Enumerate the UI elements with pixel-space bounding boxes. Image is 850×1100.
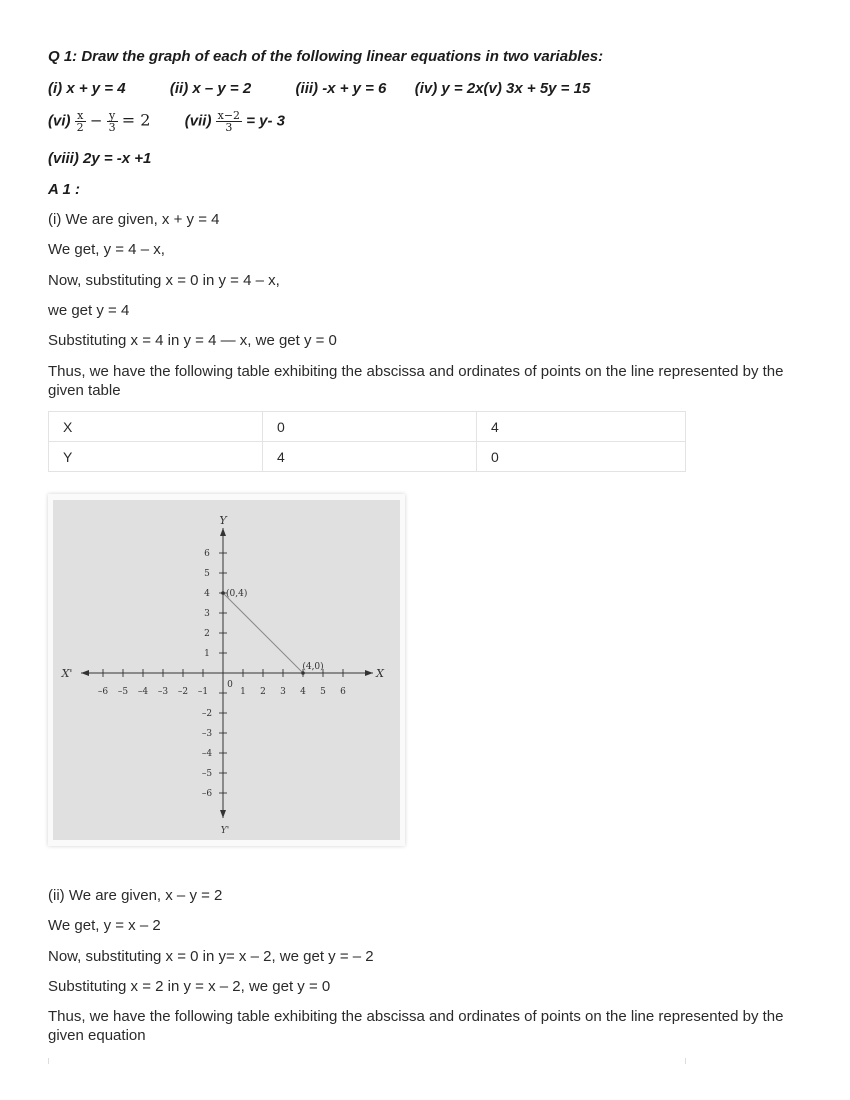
part-i-line-4: we get y = 4 — [48, 302, 130, 319]
y-axis-neg-label: Y' — [220, 826, 230, 836]
part-i-line-3: Now, substituting x = 0 in y = 4 – x, — [48, 272, 280, 289]
table-cell-value: 0 — [477, 442, 686, 472]
table2-border-right — [685, 1058, 686, 1064]
equation-vi-fraction-2: $\frac{y}{3}$ — [108, 109, 116, 134]
x-tick-label: 6 — [340, 687, 346, 697]
y-tick-label: –4 — [201, 749, 213, 759]
x-tick-label: 2 — [260, 687, 266, 697]
graph-background — [53, 500, 400, 840]
part-ii-line-2: We get, y = x – 2 — [48, 917, 161, 934]
table-row — [49, 412, 686, 442]
equation-viii: (viii) 2y = -x +1 — [48, 150, 152, 167]
values-table — [48, 411, 686, 472]
table-cell-label: Y — [49, 442, 263, 472]
equation-i: (i) x + y = 4 — [48, 80, 126, 97]
y-tick-label: –6 — [201, 789, 213, 799]
table2-border-left — [48, 1058, 49, 1064]
equation-iii: (iii) -x + y = 6 — [295, 80, 387, 97]
x-tick-label: 1 — [240, 687, 246, 697]
point-label: (0,4) — [226, 589, 248, 599]
equation-vi-rhs: = 2 — [121, 110, 151, 130]
point-label: (4,0) — [302, 662, 324, 672]
equation-vi-label: (vi) — [48, 112, 71, 130]
part-ii-line-4: Substituting x = 2 in y = x – 2, we get y = 0 — [48, 978, 331, 995]
table-cell-label: X — [49, 412, 263, 442]
equation-vi-fraction-1: $\frac{x}{2}$ — [76, 109, 84, 134]
y-tick-label: 4 — [204, 589, 210, 599]
answer-heading: A 1 : — [48, 181, 80, 198]
part-i-line-1: (i) We are given, x + y = 4 — [48, 211, 220, 228]
table-intro-line-1: Thus, we have the following table exhibiting the abscissa and ordinates of points on the line represented by the — [48, 363, 784, 380]
equation-vii-rhs: = y- 3 — [246, 112, 285, 130]
graph-svg — [53, 500, 400, 840]
equation-row-1 — [48, 80, 590, 97]
table2-intro-line-2: given equation — [48, 1027, 146, 1044]
data-point — [221, 591, 225, 595]
table-cell-value: 4 — [263, 442, 477, 472]
equation-vii-fraction: $\frac{x-2}{3}$ — [217, 109, 241, 134]
y-tick-label: –5 — [201, 769, 213, 779]
x-tick-label: –3 — [157, 687, 169, 697]
x-tick-label: 4 — [300, 687, 306, 697]
equation-vii-label: (vii) — [184, 112, 212, 130]
y-tick-label: 5 — [204, 569, 210, 579]
table2-intro-line-1: Thus, we have the following table exhibiting the abscissa and ordinates of points on the line represented by the — [48, 1008, 784, 1025]
y-tick-label: 1 — [204, 649, 210, 659]
equation-row-2 — [48, 110, 285, 140]
question-title: Q 1: Draw the graph of each of the following linear equations in two variables: — [48, 48, 604, 65]
part-ii-line-1: (ii) We are given, x – y = 2 — [48, 887, 223, 904]
x-tick-label: –4 — [137, 687, 149, 697]
x-tick-label: –2 — [177, 687, 189, 697]
y-tick-label: –3 — [201, 729, 213, 739]
x-tick-label: –1 — [197, 687, 209, 697]
graph-figure — [48, 494, 405, 846]
x-axis-neg-label: X' — [61, 667, 73, 680]
part-i-line-2: We get, y = 4 – x, — [48, 241, 165, 258]
x-tick-label: –6 — [97, 687, 109, 697]
part-i-line-5: Substituting x = 4 in y = 4 — x, we get y = 0 — [48, 332, 337, 349]
part-ii-line-3: Now, substituting x = 0 in y= x – 2, we get y = – 2 — [48, 948, 374, 965]
table-cell-value: 0 — [263, 412, 477, 442]
equation-ii: (ii) x – y = 2 — [169, 80, 252, 97]
y-tick-label: –2 — [201, 709, 213, 719]
x-tick-label: –5 — [117, 687, 129, 697]
equation-vi-minus: − — [89, 111, 103, 130]
x-tick-label: 5 — [320, 687, 326, 697]
y-tick-label: 2 — [204, 629, 210, 639]
table-intro-line-2: given table — [48, 382, 121, 399]
x-axis-label: X — [376, 667, 384, 680]
origin-label: 0 — [227, 680, 233, 690]
equation-iv-v: (iv) y = 2x(v) 3x + 5y = 15 — [414, 80, 591, 97]
table-cell-value: 4 — [477, 412, 686, 442]
table-row — [49, 442, 686, 472]
y-tick-label: 3 — [204, 609, 210, 619]
y-tick-label: 6 — [204, 549, 210, 559]
y-axis-label: Y — [219, 514, 227, 527]
x-tick-label: 3 — [280, 687, 286, 697]
